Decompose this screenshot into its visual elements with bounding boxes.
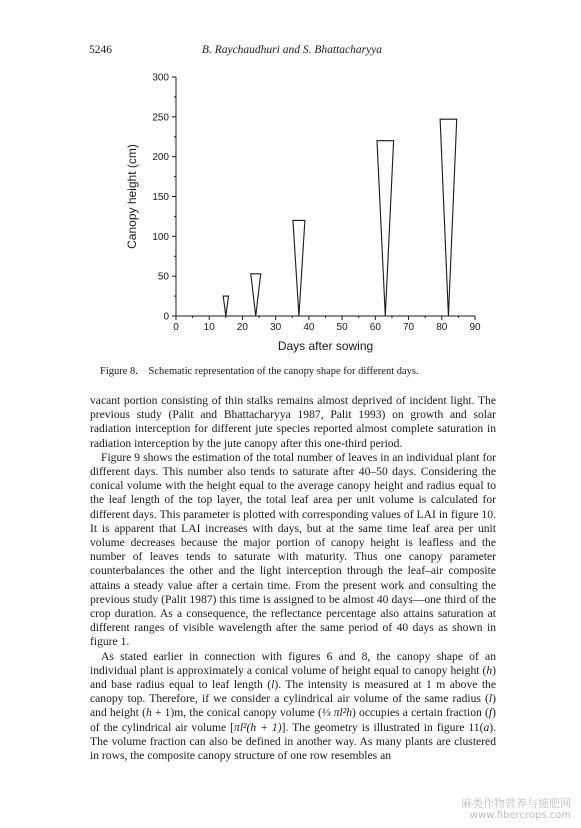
symbol-h: h bbox=[145, 706, 152, 720]
y-tick-label: 0 bbox=[163, 311, 169, 323]
page-number: 5246 bbox=[89, 44, 112, 56]
paragraph-2: Figure 9 shows the estimation of the total number of leaves in an individual plant for different days. This number also tends to saturate after 40–50 days. Considering the conical volume with the height equal to the average canopy height and radius equal to the leaf length of the top layer, the total leaf area per unit volume is calculated for different days. This parameter is plotted with corresponding values of LAI in figure 10. It is apparent that LAI increases with days, but at the same time leaf area per unit volume decreases because the major portion of canopy height is leafless and the number of leaves tends to saturate with maturity. Thus one canopy parameter counterbalances the other and the light interception through the leaf–air composite attains a steady value after a certain time. From the present work and consulting the previous study (Palit 1987) this time is assigned to be almost 40 days—one third of the crop duration. As a consequence, the reflectance percentage also attains saturation at different ranges of visible wavelength after the same period of 40 days as shown in figure 1. bbox=[90, 450, 496, 649]
x-tick-label: 80 bbox=[436, 322, 448, 333]
paragraph-1: vacant portion consisting of thin stalks remains almost deprived of incident light. The previous study (Palit and Bhattacharyya 1987, Palit 1993) on growth and solar radiation interception for different jute species reported almost complete saturation in radiation interception by the jute canopy after this one-third period. bbox=[90, 394, 496, 450]
figure-caption-text: Schematic representation of the canopy shape for different days. bbox=[148, 366, 419, 377]
body-text bbox=[90, 394, 496, 763]
y-axis-label: Canopy height (cm) bbox=[125, 144, 139, 249]
y-tick-label: 250 bbox=[152, 112, 169, 124]
x-tick-label: 40 bbox=[303, 322, 315, 333]
p3-text: ) and height ( bbox=[90, 692, 496, 720]
p3-text: ) occupies a certain fraction ( bbox=[352, 706, 489, 720]
y-tick-label: 300 bbox=[152, 72, 169, 84]
symbol-l: l bbox=[271, 678, 275, 692]
paragraph-3 bbox=[90, 650, 496, 764]
y-tick-label: 200 bbox=[152, 152, 169, 164]
x-axis-label: Days after sowing bbox=[277, 339, 374, 353]
x-tick-label: 60 bbox=[369, 322, 381, 333]
canopy-chart bbox=[0, 0, 581, 360]
y-tick-label: 50 bbox=[157, 271, 169, 283]
canopy-cone bbox=[440, 119, 457, 316]
x-tick-label: 30 bbox=[270, 322, 282, 333]
x-tick-label: 90 bbox=[469, 322, 481, 333]
p3-text: + 1)m, the conical canopy volume ( bbox=[151, 706, 322, 720]
cone-volume-formula: ⅓ πl²h bbox=[321, 706, 352, 720]
y-tick-label: 100 bbox=[152, 231, 169, 243]
figure-label: Figure 8. bbox=[100, 366, 138, 377]
running-title: B. Raychaudhuri and S. Bhattacharyya bbox=[201, 44, 383, 56]
p3-text: ) of the cylindrical air volume [ bbox=[90, 706, 496, 734]
canopy-cone bbox=[223, 296, 228, 316]
symbol-l: l bbox=[488, 692, 493, 706]
canopy-cone bbox=[377, 141, 394, 316]
canopy-cone bbox=[293, 220, 305, 316]
symbol-f: f bbox=[488, 706, 493, 720]
x-tick-label: 0 bbox=[173, 322, 179, 333]
watermark-line-1: 麻类作物营养与施肥网 bbox=[461, 797, 571, 810]
p3-text: ). The volume fraction can also be defined in another way. As many plants are clustered in rows, the composite canopy structure of one row resembles an bbox=[90, 720, 496, 763]
cylinder-volume-formula: πl²(h + 1) bbox=[234, 720, 282, 734]
canopy-cone bbox=[251, 274, 261, 316]
p3-text: ) and base radius equal to leaf length ( bbox=[90, 663, 496, 692]
x-tick-label: 20 bbox=[236, 322, 249, 333]
symbol-a: a bbox=[483, 720, 490, 734]
watermark-line-2: www.fibercrops.com bbox=[469, 810, 571, 821]
x-tick-label: 10 bbox=[203, 322, 215, 333]
p3-text: ]. The geometry is illustrated in figure 11( bbox=[281, 720, 484, 734]
p3-text: ). The intensity is measured at 1 m above the canopy top. Therefore, if we consider a cylindrical air volume of the same radius ( bbox=[90, 678, 496, 706]
figure-caption bbox=[100, 366, 490, 377]
chart-axes bbox=[152, 73, 481, 334]
p3-text: As stated earlier in connection with figures 6 and 8, the canopy shape of an individual plant is approximately a conical volume of height equal to canopy height ( bbox=[90, 649, 496, 677]
y-tick-label: 150 bbox=[152, 192, 169, 203]
chart-cones bbox=[223, 119, 457, 316]
watermark bbox=[461, 798, 571, 822]
symbol-h: h bbox=[486, 663, 493, 677]
x-tick-label: 70 bbox=[402, 322, 415, 333]
x-tick-label: 50 bbox=[336, 322, 348, 333]
